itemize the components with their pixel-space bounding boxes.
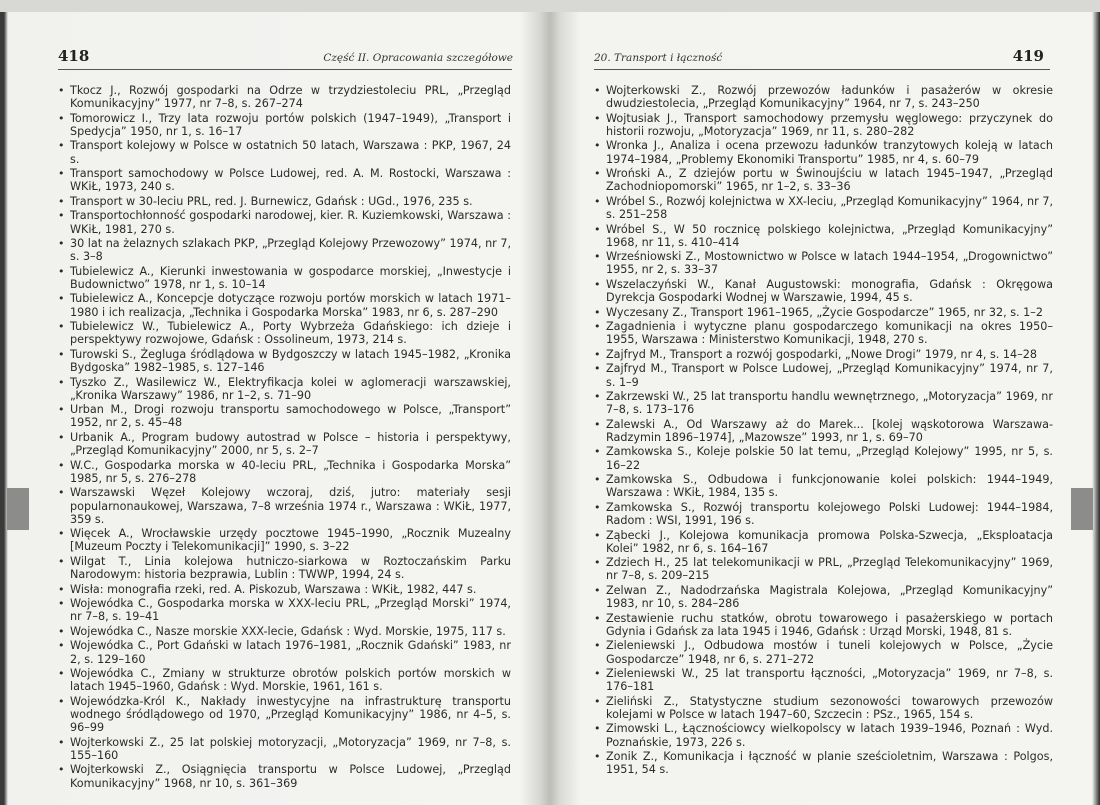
running-head: 20. Transport i łączność <box>594 52 723 64</box>
bibliography-entry: • Zajfryd M., Transport a rozwój gospodarki, „Nowe Drogi” 1979, nr 4, s. 14–28 <box>593 348 1053 361</box>
bibliography-entry: • Wilgat T., Linia kolejowa hutniczo-siarkowa w Roztoczańskim Parku Narodowym: historia bezprawia, Lublin : TWWP, 1994, 24 s. <box>57 555 511 581</box>
bibliography-entry: • Warszawski Węzeł Kolejowy wczoraj, dziś, jutro: materiały sesji popularnonaukowej, Warszawa, 7–8 września 1974 r., Warszawa : WKiŁ, 1977, 359 s. <box>57 486 511 526</box>
bibliography-entry: • 30 lat na żelaznych szlakach PKP, „Przegląd Kolejowy Przewozowy” 1974, nr 7, s. 3–8 <box>57 237 511 263</box>
bibliography-entry: • Wrześniowski Z., Mostownictwo w Polsce w latach 1944–1954, „Drogownictwo” 1955, nr 2, s. 33–37 <box>593 250 1053 276</box>
page-number: 418 <box>58 47 90 65</box>
bibliography-entry: • Wojterkowski Z., Rozwój przewozów ładunków i pasażerów w okresie dwudziestolecia, „Przegląd Komunikacyjny” 1964, nr 7, s. 243–250 <box>593 84 1053 110</box>
bibliography-entry: • Więcek A., Wrocławskie urzędy pocztowe 1945–1990, „Rocznik Muzealny [Muzeum Poczty i Telekomunikacji]” 1990, s. 3–22 <box>57 527 511 553</box>
bibliography-entry: • Zagadnienia i wytyczne planu gospodarczego komunikacji na okres 1950–1955, Warszawa : Ministerstwo Komunikacji, 1948, 270 s. <box>593 320 1053 346</box>
bibliography-entry: • Urban M., Drogi rozwoju transportu samochodowego w Polsce, „Transport” 1952, nr 2, s. 45–48 <box>57 403 511 429</box>
bibliography-entry: • Zimowski L., Łącznościowcy wielkopolscy w latach 1939–1946, Poznań : Wyd. Poznańskie, 1973, 226 s. <box>593 722 1053 748</box>
bibliography-entry: • Tyszko Z., Wasilewicz W., Elektryfikacja kolei w aglomeracji warszawskiej, „Kronika Warszawy” 1986, nr 1–2, s. 71–90 <box>57 376 511 402</box>
bibliography-list <box>57 84 511 791</box>
bibliography-entry: • Turowski S., Żegluga śródlądowa w Bydgoszczy w latach 1945–1982, „Kronika Bydgoska” 1982–1985, s. 127–146 <box>57 348 511 374</box>
thumb-index-tab <box>7 488 29 530</box>
bibliography-entry: • W.C., Gospodarka morska w 40-leciu PRL, „Technika i Gospodarka Morska” 1985, nr 5, s. 276–278 <box>57 459 511 485</box>
bibliography-entry: • Wojewódka C., Zmiany w strukturze obrotów polskich portów morskich w latach 1945–1960, Gdańsk : Wyd. Morskie, 1961, 161 s. <box>57 667 511 693</box>
bibliography-entry: • Zestawienie ruchu statków, obrotu towarowego i pasażerskiego w portach Gdynia i Gdańsk za lata 1945 i 1946, Gdańsk : Urząd Morski, 1948, 81 s. <box>593 612 1053 638</box>
bibliography-entry: • Wyczesany Z., Transport 1961–1965, „Życie Gospodarcze” 1965, nr 32, s. 1–2 <box>593 306 1053 319</box>
bibliography-entry: • Transport w 30-leciu PRL, red. J. Burnewicz, Gdańsk : UGd., 1976, 235 s. <box>57 195 511 208</box>
bibliography-entry: • Zamkowska S., Koleje polskie 50 lat temu, „Przegląd Kolejowy” 1995, nr 5, s. 16–22 <box>593 445 1053 471</box>
bibliography-entry: • Wróbel S., W 50 rocznicę polskiego kolejnictwa, „Przegląd Komunikacyjny” 1968, nr 11, s. 410–414 <box>593 223 1053 249</box>
bibliography-entry: • Tubielewicz A., Koncepcje dotyczące rozwoju portów morskich w latach 1971–1980 i ich realizacja, „Technika i Gospodarka Morska” 1983, nr 6, s. 287–290 <box>57 292 511 318</box>
bibliography-entry: • Zajfryd M., Transport w Polsce Ludowej, „Przegląd Komunikacyjny” 1974, nr 7, s. 1–9 <box>593 362 1053 388</box>
bibliography-entry: • Wisła: monografia rzeki, red. A. Piskozub, Warszawa : WKiŁ, 1982, 447 s. <box>57 583 511 596</box>
bibliography-entry: • Zamkowska S., Rozwój transportu kolejowego Polski Ludowej: 1944–1984, Radom : WSI, 1991, 196 s. <box>593 501 1053 527</box>
bibliography-entry: • Zamkowska S., Odbudowa i funkcjonowanie kolei polskich: 1944–1949, Warszawa : WKiŁ, 1984, 135 s. <box>593 473 1053 499</box>
bibliography-entry: • Tubielewicz W., Tubielewicz A., Porty Wybrzeża Gdańskiego: ich dzieje i perspektywy rozwojowe, Gdańsk : Ossolineum, 1973, 214 s. <box>57 320 511 346</box>
bibliography-entry: • Wojewódka C., Gospodarka morska w XXX-leciu PRL, „Przegląd Morski” 1974, nr 7–8, s. 19–41 <box>57 597 511 623</box>
bibliography-entry: • Transport samochodowy w Polsce Ludowej, red. A. M. Rostocki, Warszawa : WKiŁ, 1973, 240 s. <box>57 167 511 193</box>
bibliography-entry: • Zelwan Z., Nadodrzańska Magistrala Kolejowa, „Przegląd Komunikacyjny” 1983, nr 10, s. 284–286 <box>593 584 1053 610</box>
bibliography-entry: • Tomorowicz I., Trzy lata rozwoju portów polskich (1947–1949), „Transport i Spedycja” 1950, nr 1, s. 16–17 <box>57 112 511 138</box>
bibliography-entry: • Wojterkowski Z., Osiągnięcia transportu w Polsce Ludowej, „Przegląd Komunikacyjny” 1968, nr 10, s. 361–369 <box>57 763 511 789</box>
bibliography-entry: • Zieliński Z., Statystyczne studium sezonowości towarowych przewozów kolejami w Polsce w latach 1947–60, Szczecin : PSz., 1965, 154 s. <box>593 695 1053 721</box>
right-page <box>550 0 1100 805</box>
bibliography-entry: • Zonik Z., Komunikacja i łączność w planie sześcioletnim, Warszawa : Polgos, 1951, 54 s. <box>593 750 1053 776</box>
bibliography-entry: • Ząbecki J., Kolejowa komunikacja promowa Polska-Szwecja, „Eksploatacja Kolei” 1982, nr 6, s. 164–167 <box>593 529 1053 555</box>
bibliography-entry: • Wojewódzka-Król K., Nakłady inwestycyjne na infrastrukturę transportu wodnego śródlądowego od 1970, „Przegląd Komunikacyjny” 1986, nr 4–5, s. 96–99 <box>57 695 511 735</box>
bibliography-entry: • Urbanik A., Program budowy autostrad w Polsce – historia i perspektywy, „Przegląd Komunikacyjny” 2000, nr 5, s. 2–7 <box>57 431 511 457</box>
thumb-index-tab <box>1071 488 1093 530</box>
bibliography-entry: • Wojtusiak J., Transport samochodowy przemysłu węglowego: przyczynek do historii rozwoju, „Motoryzacja” 1969, nr 11, s. 280–282 <box>593 112 1053 138</box>
bibliography-entry: • Wszelaczyński W., Kanał Augustowski: monografia, Gdańsk : Okręgowa Dyrekcja Gospodarki Wodnej w Warszawie, 1994, 45 s. <box>593 278 1053 304</box>
running-head: Część II. Opracowania szczegółowe <box>323 52 513 64</box>
bibliography-entry: • Wojewódka C., Port Gdański w latach 1976–1981, „Rocznik Gdański” 1983, nr 2, s. 129–160 <box>57 639 511 665</box>
bibliography-entry: • Zalewski A., Od Warszawy aż do Marek... [kolej wąskotorowa Warszawa-Radzymin 1896–1974], „Mazowsze” 1993, nr 1, s. 69–70 <box>593 418 1053 444</box>
bibliography-entry: • Wronka J., Analiza i ocena przewozu ładunków tranzytowych koleją w latach 1974–1984, „Problemy Ekonomiki Transportu” 1985, nr 4, s. 60–79 <box>593 139 1053 165</box>
bibliography-list <box>593 84 1053 778</box>
bibliography-entry: • Zieleniewski W., 25 lat transportu łączności, „Motoryzacja” 1969, nr 7–8, s. 176–181 <box>593 667 1053 693</box>
bibliography-entry: • Transport kolejowy w Polsce w ostatnich 50 latach, Warszawa : PKP, 1967, 24 s. <box>57 139 511 165</box>
header-rule <box>58 69 512 70</box>
bibliography-entry: • Wojterkowski Z., 25 lat polskiej motoryzacji, „Motoryzacja” 1969, nr 7–8, s. 155–160 <box>57 736 511 762</box>
bibliography-entry: • Wroński A., Z dziejów portu w Świnoujściu w latach 1945–1947, „Przegląd Zachodniopomorski” 1965, nr 1–2, s. 33–36 <box>593 167 1053 193</box>
bibliography-entry: • Transportochłonność gospodarki narodowej, kier. R. Kuziemkowski, Warszawa : WKiŁ, 1981, 270 s. <box>57 209 511 235</box>
bibliography-entry: • Zieleniewski J., Odbudowa mostów i tuneli kolejowych w Polsce, „Życie Gospodarcze” 1948, nr 6, s. 271–272 <box>593 639 1053 665</box>
page-number: 419 <box>1012 47 1044 65</box>
bibliography-entry: • Tubielewicz A., Kierunki inwestowania w gospodarce morskiej, „Inwestycje i Budownictwo” 1978, nr 1, s. 10–14 <box>57 265 511 291</box>
header-rule <box>594 69 1050 70</box>
bibliography-entry: • Zakrzewski W., 25 lat transportu handlu wewnętrznego, „Motoryzacja” 1969, nr 7–8, s. 173–176 <box>593 390 1053 416</box>
bibliography-entry: • Zdziech H., 25 lat telekomunikacji w PRL, „Przegląd Telekomunikacyjny” 1969, nr 7–8, s. 209–215 <box>593 556 1053 582</box>
bibliography-entry: • Wojewódka C., Nasze morskie XXX-lecie, Gdańsk : Wyd. Morskie, 1975, 117 s. <box>57 625 511 638</box>
bibliography-entry: • Wróbel S., Rozwój kolejnictwa w XX-leciu, „Przegląd Komunikacyjny” 1964, nr 7, s. 251–258 <box>593 195 1053 221</box>
bibliography-entry: • Tkocz J., Rozwój gospodarki na Odrze w trzydziestoleciu PRL, „Przegląd Komunikacyjny” 1977, nr 7–8, s. 267–274 <box>57 84 511 110</box>
